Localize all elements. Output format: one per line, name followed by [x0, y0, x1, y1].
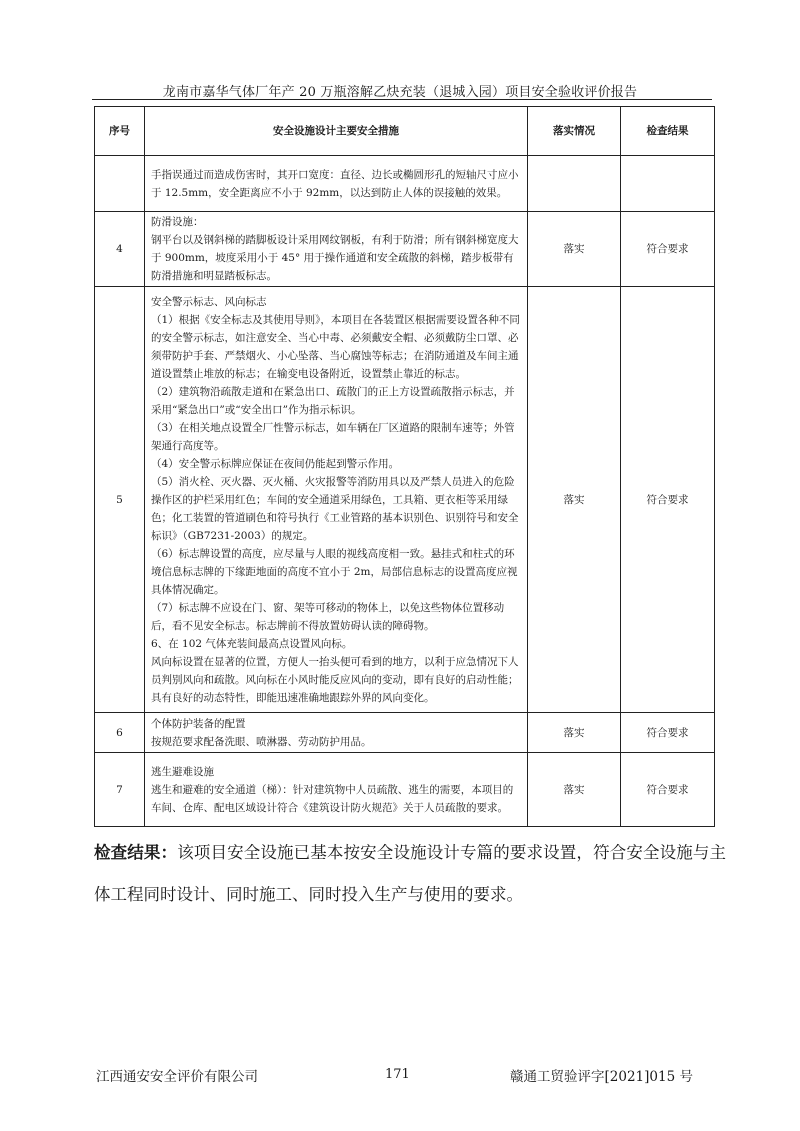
column-header-result: 检查结果	[621, 107, 715, 156]
conclusion-label: 检查结果：	[94, 843, 178, 862]
row-number	[95, 156, 145, 212]
measure-line: （2）建筑物沿疏散走道和在紧急出口、疏散门的正上方设置疏散指示标志，并采用“紧急出口”或“安全出口”作为指示标识。	[151, 385, 515, 416]
implementation-status: 落实	[528, 212, 621, 287]
footer-document-number: 赣通工贸验评字[2021]015 号	[510, 1069, 693, 1085]
table-row	[95, 212, 715, 287]
report-header-title: 龙南市嘉华气体厂年产 20 万瓶溶解乙炔充装（退城入园）项目安全验收评价报告	[162, 85, 638, 100]
measure-content	[145, 287, 528, 713]
measure-line: 6、在 102 气体充装间最高点设置风向标。	[151, 637, 353, 650]
table-row	[95, 713, 715, 753]
column-header-measures: 安全设施设计主要安全措施	[145, 107, 528, 156]
page-number: 171	[385, 1067, 410, 1082]
header-divider	[92, 99, 712, 100]
check-result: 符合要求	[621, 753, 715, 827]
measure-content	[145, 156, 528, 212]
measure-line: （6）标志牌设置的高度，应尽量与人眼的视线高度相一致。悬挂式和柱式的环境信息标志牌的下缘距地面的高度不宜小于 2m，局部信息标志的设置高度应视具体情况确定。	[151, 547, 518, 596]
measure-line: （7）标志牌不应设在门、窗、架等可移动的物体上，以免这些物体位置移动后，看不见安全标志。标志牌前不得放置妨碍认读的障碍物。	[151, 601, 505, 632]
table-row	[95, 753, 715, 827]
row-number: 4	[95, 212, 145, 287]
measure-line: 钢平台以及钢斜梯的踏脚板设计采用网纹钢板，有利于防滑；所有钢斜梯宽度大于 900mm，坡度采用小于 45° 用于操作通道和安全疏散的斜梯，踏步板带有防滑措施和明显踏板标志。	[151, 234, 519, 282]
measure-line: 按规范要求配备洗眼、喷淋器、劳动防护用品。	[151, 735, 372, 748]
row-number: 7	[95, 753, 145, 827]
check-result: 符合要求	[621, 713, 715, 753]
measure-line: 逃生避难设施	[151, 765, 214, 778]
measure-line: 安全警示标志、风向标志	[151, 295, 267, 308]
inspection-conclusion	[94, 832, 726, 916]
measure-line: 风向标设置在显著的位置，方便人一抬头便可看到的地方，以利于应急情况下人员判别风向和疏散。风向标在小风时能反应风向的变动，即有良好的启动性能；具有良好的动态特性，即能迅速准确地跟踪外界的风向变化。	[151, 655, 519, 704]
check-result: 符合要求	[621, 212, 715, 287]
conclusion-text: 该项目安全设施已基本按安全设施设计专篇的要求设置，符合安全设施与主体工程同时设计、同时施工、同时投入生产与使用的要求。	[94, 843, 727, 904]
row-number: 6	[95, 713, 145, 753]
column-header-implementation: 落实情况	[528, 107, 621, 156]
implementation-status: 落实	[528, 753, 621, 827]
measure-line: 逃生和避难的安全通道（梯）：针对建筑物中人员疏散、逃生的需要，本项目的车间、仓库、配电区域设计符合《建筑设计防火规范》关于人员疏散的要求。	[151, 783, 514, 814]
measure-content	[145, 713, 528, 753]
implementation-status: 落实	[528, 713, 621, 753]
safety-measures-table	[94, 106, 715, 827]
measure-line: （4）安全警示标牌应保证在夜间仍能起到警示作用。	[151, 457, 400, 470]
table-row	[95, 156, 715, 212]
measure-line: 手指误通过而造成伤害时，其开口宽度：直径、边长或椭圆形孔的短轴尺寸应小于 12.5mm，安全距离应不小于 92mm，以达到防止人体的误接触的效果。	[151, 168, 519, 199]
column-header-number: 序号	[95, 107, 145, 156]
check-result	[621, 156, 715, 212]
implementation-status: 落实	[528, 287, 621, 713]
row-number: 5	[95, 287, 145, 713]
measure-line: （1）根据《安全标志及其使用导则》，本项目在各装置区根据需要设置各种不同的安全警示标志，如注意安全、当心中毒、必须戴安全帽、必须戴防尘口罩、必须带防护手套、严禁烟火、小心坠落、当心腐蚀等标志；在消防通道及车间主通道设置禁止堆放的标志；在输变电设备附近，设置禁止靠近的标志。	[151, 313, 520, 380]
measure-line: （3）在相关地点设置全厂性警示标志，如车辆在厂区道路的限制车速等；外管架通行高度等。	[151, 421, 515, 452]
measure-line: 个体防护装备的配置	[151, 717, 246, 730]
measure-line: 防滑设施：	[151, 216, 204, 228]
implementation-status	[528, 156, 621, 212]
table-row	[95, 287, 715, 713]
measure-content	[145, 753, 528, 827]
table-header-row	[95, 107, 715, 156]
check-result: 符合要求	[621, 287, 715, 713]
footer-company: 江西通安安全评价有限公司	[96, 1069, 258, 1085]
measure-line: （5）消火栓、灭火器、灭火桶、火灾报警等消防用具以及严禁人员进入的危险操作区的护栏采用红色；车间的安全通道采用绿色，工具箱、更衣柜等采用绿色；化工装置的管道刷色和符号执行《工业管路的基本识别色、识别符号和安全标识》（GB7231-2003）的规定。	[151, 475, 519, 542]
measure-content	[145, 212, 528, 287]
